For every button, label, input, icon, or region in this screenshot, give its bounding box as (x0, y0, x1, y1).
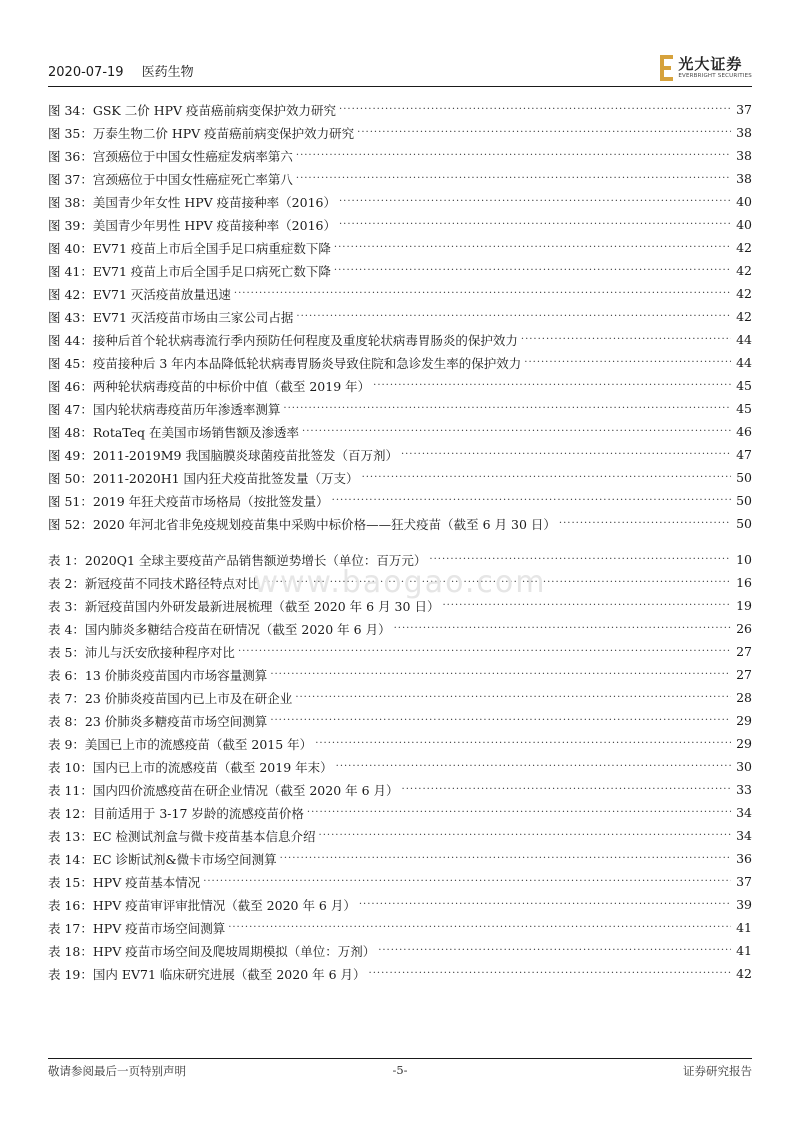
toc-entry[interactable] (48, 686, 752, 709)
toc-entry-page: 26 (736, 621, 752, 636)
dot-leader (307, 806, 731, 820)
toc-entry-page: 29 (736, 736, 752, 751)
dot-leader (295, 691, 731, 705)
dot-leader (280, 852, 731, 866)
toc-entry[interactable] (48, 305, 752, 328)
toc-entry-title: 表 10：国内已上市的流感疫苗（截至 2019 年末） (48, 759, 333, 775)
toc-entry-title: 图 34：GSK 二价 HPV 疫苗癌前病变保护效力研究 (48, 102, 337, 118)
table-of-contents (48, 98, 752, 985)
toc-entry-title: 表 11：国内四价流感疫苗在研企业情况（截至 2020 年 6 月） (48, 782, 399, 798)
dot-leader (362, 471, 731, 485)
dot-leader (339, 195, 731, 209)
toc-entry-page: 29 (736, 713, 752, 728)
toc-entry-title: 表 17：HPV 疫苗市场空间测算 (48, 920, 226, 936)
toc-entry-title: 表 1：2020Q1 全球主要疫苗产品销售额逆势增长（单位：百万元） (48, 552, 427, 568)
toc-entry-page: 38 (736, 125, 752, 140)
toc-entry-page: 39 (736, 897, 752, 912)
toc-entry-page: 44 (736, 355, 752, 370)
dot-leader (339, 218, 731, 232)
toc-entry-title: 表 12：目前适用于 3-17 岁龄的流感疫苗价格 (48, 805, 304, 821)
dot-leader (296, 310, 731, 324)
toc-entry[interactable] (48, 663, 752, 686)
toc-entry[interactable] (48, 328, 752, 351)
toc-entry-title: 图 36：宫颈癌位于中国女性癌症发病率第六 (48, 148, 293, 164)
toc-entry-title: 图 44：接种后首个轮状病毒流行季内预防任何程度及重度轮状病毒胃肠炎的保护效力 (48, 332, 518, 348)
toc-entry-page: 50 (736, 470, 752, 485)
toc-entry[interactable] (48, 870, 752, 893)
toc-entry-page: 42 (736, 240, 752, 255)
dot-leader (334, 264, 731, 278)
toc-entry-title: 表 6：13 价肺炎疫苗国内市场容量测算 (48, 667, 268, 683)
page-footer (48, 1058, 752, 1079)
toc-entry-title: 图 47：国内轮状病毒疫苗历年渗透率测算 (48, 401, 281, 417)
toc-entry-page: 27 (736, 644, 752, 659)
toc-entry-page: 42 (736, 966, 752, 981)
toc-entry-page: 34 (736, 828, 752, 843)
logo-mark-icon (660, 55, 674, 81)
toc-entry[interactable] (48, 397, 752, 420)
toc-entry-title: 表 2：新冠疫苗不同技术路径特点对比 (48, 575, 260, 591)
logo-english-name: EVERBRIGHT SECURITIES (678, 72, 752, 79)
toc-entry[interactable] (48, 282, 752, 305)
page-header (48, 46, 752, 87)
dot-leader (203, 875, 731, 889)
dot-leader (401, 448, 731, 462)
dot-leader (315, 737, 731, 751)
dot-leader (296, 172, 731, 186)
watermark: www.baogao.com (253, 565, 547, 600)
toc-entry-page: 42 (736, 286, 752, 301)
toc-entry-page: 44 (736, 332, 752, 347)
toc-entry-title: 图 38：美国青少年女性 HPV 疫苗接种率（2016） (48, 194, 336, 210)
toc-entry-page: 16 (736, 575, 752, 590)
toc-entry[interactable] (48, 801, 752, 824)
toc-entry-page: 50 (736, 493, 752, 508)
toc-entry-title: 表 14：EC 诊断试剂&微卡市场空间测算 (48, 851, 277, 867)
toc-entry-title: 表 19：国内 EV71 临床研究进展（截至 2020 年 6 月） (48, 966, 366, 982)
toc-entry-title: 表 4：国内肺炎多糖结合疫苗在研情况（截至 2020 年 6 月） (48, 621, 391, 637)
dot-leader (442, 599, 731, 613)
toc-entry[interactable] (48, 939, 752, 962)
toc-entry-title: 图 35：万泰生物二价 HPV 疫苗癌前病变保护效力研究 (48, 125, 355, 141)
toc-entry-page: 46 (736, 424, 752, 439)
toc-entry-title: 表 3：新冠疫苗国内外研发最新进展梳理（截至 2020 年 6 月 30 日） (48, 598, 440, 614)
dot-leader (234, 287, 731, 301)
toc-entry-title: 表 8：23 价肺炎多糖疫苗市场空间测算 (48, 713, 268, 729)
toc-entry-title: 图 39：美国青少年男性 HPV 疫苗接种率（2016） (48, 217, 336, 233)
dot-leader (270, 668, 731, 682)
logo-chinese-name: 光大证券 (678, 54, 743, 73)
header-info (48, 61, 194, 80)
toc-entry[interactable] (48, 778, 752, 801)
report-date: 2020-07-19 (48, 65, 124, 80)
toc-entry-page: 40 (736, 194, 752, 209)
footer-report-type: 证券研究报告 (683, 1064, 752, 1078)
toc-entry[interactable] (48, 489, 752, 512)
toc-entry-title: 图 51：2019 年狂犬疫苗市场格局（按批签发量） (48, 493, 329, 509)
toc-entry[interactable] (48, 824, 752, 847)
dot-leader (270, 714, 731, 728)
toc-entry-title: 图 50：2011-2020H1 国内狂犬疫苗批签发量（万支） (48, 470, 359, 486)
toc-entry[interactable] (48, 374, 752, 397)
toc-entry-title: 图 45：疫苗接种后 3 年内本品降低轮状病毒胃肠炎导致住院和急诊发生率的保护效力 (48, 355, 522, 371)
dot-leader (521, 333, 731, 347)
dot-leader (402, 783, 731, 797)
toc-entry[interactable] (48, 351, 752, 374)
toc-entry[interactable] (48, 512, 752, 535)
toc-entry-page: 41 (736, 943, 752, 958)
toc-entry-title: 图 48：RotaTeq 在美国市场销售额及渗透率 (48, 424, 300, 440)
toc-entry-title: 图 37：宫颈癌位于中国女性癌症死亡率第八 (48, 171, 293, 187)
table-list (48, 548, 752, 985)
toc-entry-title: 图 40：EV71 疫苗上市后全国手足口病重症数下降 (48, 240, 331, 256)
toc-entry-page: 19 (736, 598, 752, 613)
dot-leader (378, 944, 731, 958)
toc-entry-page: 27 (736, 667, 752, 682)
toc-entry[interactable] (48, 640, 752, 663)
dot-leader (559, 517, 731, 531)
toc-entry[interactable] (48, 893, 752, 916)
toc-entry[interactable] (48, 916, 752, 939)
toc-entry-title: 表 9：美国已上市的流感疫苗（截至 2015 年） (48, 736, 313, 752)
dot-leader (332, 494, 731, 508)
toc-entry-page: 42 (736, 263, 752, 278)
toc-entry-page: 41 (736, 920, 752, 935)
toc-entry-title: 表 7：23 价肺炎疫苗国内已上市及在研企业 (48, 690, 293, 706)
toc-entry[interactable] (48, 443, 752, 466)
dot-leader (336, 760, 731, 774)
toc-entry[interactable] (48, 732, 752, 755)
page-number: -5- (392, 1063, 408, 1077)
toc-entry-page: 30 (736, 759, 752, 774)
toc-entry-title: 图 49：2011-2019M9 我国脑膜炎球菌疫苗批签发（百万剂） (48, 447, 398, 463)
toc-entry-title: 表 16：HPV 疫苗审评审批情况（截至 2020 年 6 月） (48, 897, 356, 913)
dot-leader (302, 425, 731, 439)
toc-entry-page: 36 (736, 851, 752, 866)
toc-entry-page: 38 (736, 171, 752, 186)
toc-entry[interactable] (48, 144, 752, 167)
toc-entry-page: 33 (736, 782, 752, 797)
toc-entry[interactable] (48, 466, 752, 489)
toc-entry-page: 45 (736, 378, 752, 393)
toc-entry-title: 表 13：EC 检测试剂盒与微卡疫苗基本信息介绍 (48, 828, 316, 844)
toc-entry-title: 图 43：EV71 灭活疫苗市场由三家公司占据 (48, 309, 294, 325)
toc-entry-title: 表 18：HPV 疫苗市场空间及爬坡周期模拟（单位：万剂） (48, 943, 376, 959)
toc-entry[interactable] (48, 190, 752, 213)
dot-leader (334, 241, 731, 255)
figure-list (48, 98, 752, 535)
toc-entry[interactable] (48, 213, 752, 236)
toc-entry[interactable] (48, 98, 752, 121)
toc-entry[interactable] (48, 121, 752, 144)
toc-entry[interactable] (48, 259, 752, 282)
toc-entry-page: 40 (736, 217, 752, 232)
dot-leader (369, 967, 731, 981)
toc-entry-page: 34 (736, 805, 752, 820)
report-sector: 医药生物 (141, 65, 194, 80)
dot-leader (296, 149, 731, 163)
toc-entry-title: 表 15：HPV 疫苗基本情况 (48, 874, 201, 890)
toc-entry[interactable] (48, 167, 752, 190)
dot-leader (238, 645, 731, 659)
toc-entry-page: 45 (736, 401, 752, 416)
company-logo (660, 55, 752, 81)
footer-disclaimer: 敬请参阅最后一页特别声明 (48, 1064, 186, 1078)
toc-entry[interactable] (48, 847, 752, 870)
toc-entry-page: 42 (736, 309, 752, 324)
toc-entry-page: 50 (736, 516, 752, 531)
toc-entry[interactable] (48, 420, 752, 443)
dot-leader (283, 402, 731, 416)
dot-leader (524, 356, 731, 370)
dot-leader (228, 921, 731, 935)
toc-entry-page: 10 (736, 552, 752, 567)
toc-entry[interactable] (48, 236, 752, 259)
toc-entry[interactable] (48, 617, 752, 640)
toc-entry-title: 图 41：EV71 疫苗上市后全国手足口病死亡数下降 (48, 263, 331, 279)
dot-leader (319, 829, 731, 843)
dot-leader (359, 898, 731, 912)
toc-entry[interactable] (48, 755, 752, 778)
toc-entry-page: 37 (736, 102, 752, 117)
toc-entry-title: 表 5：沛儿与沃安欣接种程序对比 (48, 644, 235, 660)
dot-leader (339, 103, 731, 117)
toc-entry-page: 37 (736, 874, 752, 889)
dot-leader (357, 126, 731, 140)
toc-entry-title: 图 52：2020 年河北省非免疫规划疫苗集中采购中标价格——狂犬疫苗（截至 6 月 30 日） (48, 516, 556, 532)
toc-entry-page: 28 (736, 690, 752, 705)
dot-leader (373, 379, 731, 393)
toc-entry-page: 47 (736, 447, 752, 462)
toc-entry-page: 38 (736, 148, 752, 163)
toc-entry-title: 图 46：两种轮状病毒疫苗的中标价中值（截至 2019 年） (48, 378, 371, 394)
toc-entry[interactable] (48, 962, 752, 985)
dot-leader (394, 622, 731, 636)
toc-entry[interactable] (48, 709, 752, 732)
toc-entry-title: 图 42：EV71 灭活疫苗放量迅速 (48, 286, 231, 302)
